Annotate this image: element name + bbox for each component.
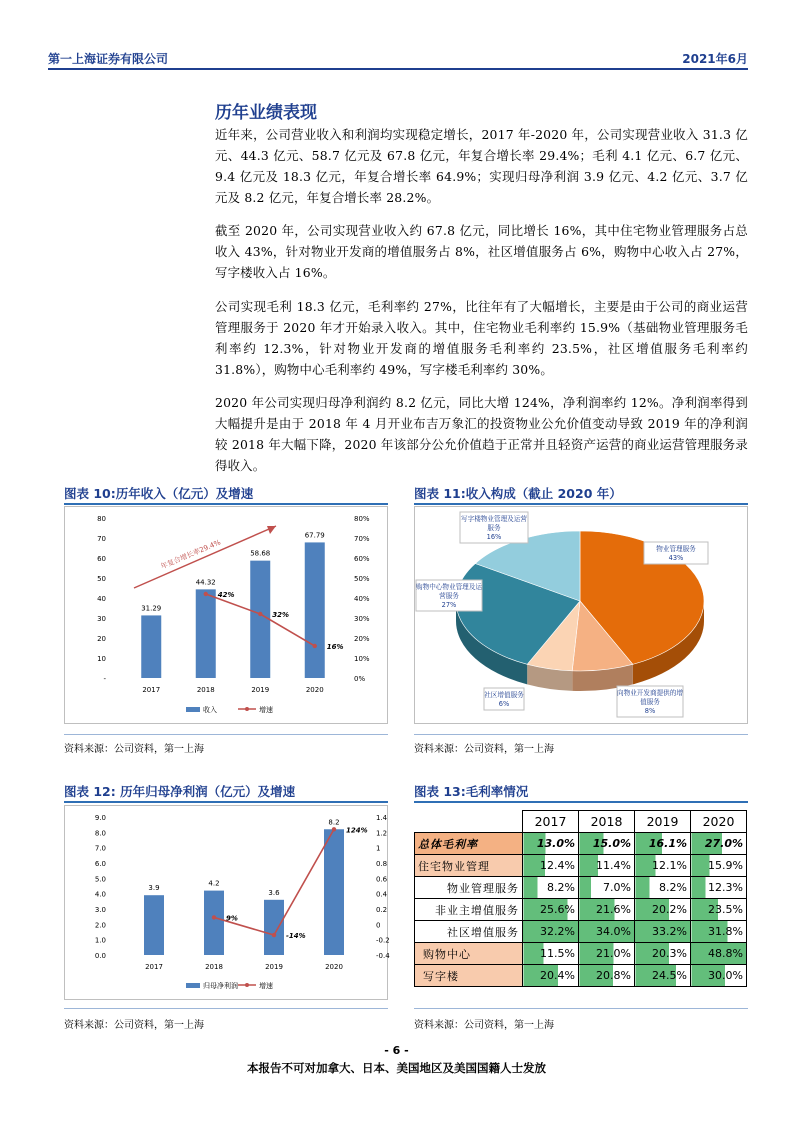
section-title: 历年业绩表现	[215, 103, 317, 123]
profit-bar	[324, 829, 344, 955]
paragraph-2: 截至 2020 年，公司实现营业收入约 67.8 亿元，同比增长 16%，其中住宅物业管理服务占总收入 43%，针对物业开发商的增值服务占 8%，社区增值服务占 6%，购物中心收入占 27%，写字楼收入占 16%。	[215, 223, 748, 280]
table-cell: 20.3%	[635, 943, 691, 965]
table-cell: 15.0%	[579, 833, 635, 855]
table-row-label: 物业管理服务	[415, 877, 523, 899]
fig13-title-underline	[414, 801, 748, 803]
profit-y2-tick: 0	[376, 921, 381, 930]
revenue-bar-label: 67.79	[304, 531, 325, 540]
fig13-title: 图表 13:毛利率情况	[414, 784, 529, 799]
pie-slice-percent: 8%	[644, 707, 656, 715]
fig10-source-line	[64, 734, 388, 735]
revenue-bar	[196, 589, 216, 678]
pie-slice-name: 购物中心物业管理及运	[416, 583, 482, 591]
table-row	[415, 921, 747, 943]
revenue-growth-point	[204, 592, 208, 596]
profit-y2-tick: 0.8	[376, 860, 388, 868]
page-header	[48, 46, 748, 68]
table-cell: 34.0%	[579, 921, 635, 943]
table-row-label: 购物中心	[415, 943, 523, 965]
revenue-y2-tick: 70%	[354, 535, 370, 543]
profit-x-tick: 2017	[145, 963, 163, 971]
table-row	[415, 965, 747, 987]
fig12-source-line	[64, 1008, 388, 1009]
profit-bar-label: 8.2	[328, 818, 340, 827]
table-corner	[415, 811, 523, 833]
revenue-x-tick: 2020	[305, 686, 324, 694]
revenue-y-tick: 40	[97, 595, 106, 603]
profit-bar	[204, 891, 224, 955]
table-cell: 32.2%	[523, 921, 579, 943]
revenue-y-tick: 30	[97, 615, 106, 623]
table-cell: 15.9%	[691, 855, 747, 877]
profit-growth-point	[272, 933, 276, 937]
table-header-row	[415, 811, 747, 833]
revenue-growth-point	[313, 644, 317, 648]
profit-bar-label: 3.6	[268, 888, 280, 897]
paragraph-4: 2020 年公司实现归母净利润约 8.2 亿元，同比大增 124%，净利润率约 12%。净利润率得到大幅提升是由于 2018 年 4 月开业布吉万象汇的投资物业公允价值变动导致 2019 年的净利润较 2018 年大幅下降，2020 年该部分公允价值趋于正常并且轻资产运营的商业运营管理服务录得收入。	[215, 395, 748, 473]
table-col-header: 2018	[579, 811, 635, 833]
pie-slice-percent: 6%	[498, 700, 510, 708]
table-row-label: 非业主增值服务	[415, 899, 523, 921]
profit-y-tick: 4.0	[94, 890, 106, 899]
revenue-growth-label: 16%	[326, 643, 344, 651]
paragraph-3: 公司实现毛利 18.3 亿元，毛利率约 27%，比往年有了大幅增长，主要是由于公司的商业运营管理服务于 2020 年才开始录入收入。其中，住宅物业毛利率约 15.9%（基础物业管理服务毛利率约 12.3%，针对物业开发商的增值服务毛利率约 23.5%，社区增值服务毛利率约 31.8%），购物中心毛利率约 49%，写字楼毛利率约 30%。	[215, 299, 748, 377]
table-cell: 24.5%	[635, 965, 691, 987]
profit-y-tick: 1.0	[94, 936, 106, 945]
revenue-x-tick: 2017	[142, 686, 161, 694]
revenue-y-tick: -	[103, 675, 106, 683]
table-cell: 8.2%	[635, 877, 691, 899]
revenue-cagr-annotation: 年复合增长率29.4%	[159, 538, 222, 571]
profit-legend-marker	[245, 983, 249, 987]
revenue-x-tick: 2018	[196, 686, 215, 694]
table-cell: 11.4%	[579, 855, 635, 877]
revenue-legend-swatch	[186, 707, 200, 712]
fig12-title-underline	[64, 801, 388, 803]
distribution-note: 本报告不可对加拿大、日本、美国地区及美国国籍人士发放	[247, 1061, 546, 1075]
revenue-y2-tick: 40%	[354, 595, 370, 603]
table-cell: 21.6%	[579, 899, 635, 921]
gross-margin-table	[414, 810, 747, 987]
revenue-bar-label: 31.29	[141, 604, 162, 613]
pie-slice-name: 值服务	[640, 698, 660, 706]
revenue-bar	[305, 542, 325, 678]
revenue-y2-tick: 0%	[354, 675, 366, 683]
pie-slice-name: 写字楼物业管理及运营	[461, 515, 527, 523]
profit-y2-tick: 1.4	[376, 814, 388, 822]
pie-slice-name: 营服务	[439, 592, 459, 600]
table-row-label: 写字楼	[415, 965, 523, 987]
table-col-header: 2019	[635, 811, 691, 833]
profit-y-tick: 6.0	[94, 860, 106, 868]
pie-slice-percent: 16%	[486, 533, 502, 541]
header-divider	[48, 68, 748, 70]
table-cell: 48.8%	[691, 943, 747, 965]
table-cell: 12.3%	[691, 877, 747, 899]
profit-bar	[264, 900, 284, 955]
table-cell: 20.8%	[579, 965, 635, 987]
report-date: 2021年6月	[682, 52, 748, 66]
profit-y-tick: 0.0	[94, 952, 106, 960]
profit-y-tick: 3.0	[94, 906, 106, 914]
pie-slice-name: 社区增值服务	[484, 691, 524, 699]
company-name: 第一上海证券有限公司	[48, 52, 169, 66]
revenue-y-tick: 20	[97, 635, 106, 643]
revenue-chart	[64, 506, 388, 724]
pie-slice-percent: 27%	[441, 601, 457, 609]
profit-y-tick: 8.0	[94, 829, 106, 838]
fig11-title-underline	[414, 503, 748, 505]
fig12-source: 资料来源：公司资料，第一上海	[64, 1020, 204, 1031]
table-row-label: 总体毛利率	[415, 833, 523, 855]
profit-y-tick: 5.0	[94, 875, 106, 884]
revenue-y-tick: 60	[97, 555, 106, 563]
profit-legend-label: 增速	[259, 982, 273, 990]
profit-growth-label: -14%	[286, 932, 306, 941]
table-row-label: 社区增值服务	[415, 921, 523, 943]
profit-growth-label: 124%	[346, 826, 368, 835]
table-cell: 20.4%	[523, 965, 579, 987]
table-row	[415, 899, 747, 921]
revenue-y2-tick: 60%	[354, 555, 370, 563]
profit-growth-point	[332, 827, 336, 831]
revenue-x-tick: 2019	[251, 686, 270, 694]
composition-pie-chart	[414, 506, 748, 724]
table-cell: 25.6%	[523, 899, 579, 921]
fig13-source-line	[414, 1008, 748, 1009]
profit-y2-tick: 0.6	[376, 875, 388, 884]
profit-y-tick: 2.0	[94, 921, 106, 930]
table-row	[415, 877, 747, 899]
profit-x-tick: 2019	[265, 963, 283, 971]
profit-growth-point	[212, 915, 216, 919]
fig12-title: 图表 12: 历年归母净利润（亿元）及增速	[64, 784, 296, 799]
revenue-frame	[65, 507, 388, 724]
profit-y2-tick: 0.4	[376, 890, 388, 899]
pie-slice-name: 服务	[487, 524, 501, 532]
revenue-y2-tick: 50%	[354, 575, 370, 583]
table-cell: 13.0%	[523, 833, 579, 855]
table-cell: 27.0%	[691, 833, 747, 855]
pie-slice-name: 物业管理服务	[656, 545, 696, 553]
revenue-y2-tick: 10%	[354, 655, 370, 663]
table-cell: 20.2%	[635, 899, 691, 921]
table-col-header: 2017	[523, 811, 579, 833]
revenue-bar	[141, 615, 161, 678]
fig11-title: 图表 11:收入构成（截止 2020 年）	[414, 486, 622, 501]
revenue-growth-label: 42%	[217, 591, 235, 599]
page-number: - 6 -	[384, 1044, 409, 1057]
revenue-y2-tick: 20%	[354, 635, 370, 643]
table-row	[415, 833, 747, 855]
table-cell: 33.2%	[635, 921, 691, 943]
profit-y2-tick: 1	[376, 844, 381, 853]
table-row-label: 住宅物业管理	[415, 855, 523, 877]
revenue-y2-tick: 30%	[354, 615, 370, 623]
table-cell: 21.0%	[579, 943, 635, 965]
revenue-y2-tick: 80%	[354, 515, 370, 523]
profit-y2-tick: 1.2	[376, 829, 388, 838]
profit-x-tick: 2020	[325, 963, 343, 971]
profit-x-tick: 2018	[205, 963, 223, 971]
profit-growth-label: 9%	[226, 914, 238, 923]
revenue-y-tick: 80	[97, 515, 106, 523]
fig10-title-underline	[64, 503, 388, 505]
profit-y-tick: 9.0	[94, 814, 106, 822]
pie-slice-percent: 43%	[668, 554, 684, 562]
revenue-y-tick: 50	[97, 575, 106, 583]
fig11-source-line	[414, 734, 748, 735]
fig10-title: 图表 10:历年收入（亿元）及增速	[64, 486, 254, 501]
table-cell: 12.1%	[635, 855, 691, 877]
net-profit-chart	[64, 805, 414, 1000]
table-cell: 31.8%	[691, 921, 747, 943]
revenue-bar	[250, 561, 270, 678]
table-cell: 8.2%	[523, 877, 579, 899]
profit-y2-tick: -0.4	[376, 952, 390, 960]
profit-bar-label: 4.2	[208, 879, 220, 888]
revenue-bar-label: 58.68	[250, 549, 271, 558]
revenue-bar-label: 44.32	[195, 578, 216, 587]
revenue-y-tick: 70	[97, 535, 106, 543]
table-cell: 16.1%	[635, 833, 691, 855]
paragraph-1: 近年来，公司营业收入和利润均实现稳定增长，2017 年-2020 年，公司实现营业收入 31.3 亿元、44.3 亿元、58.7 亿元及 67.8 亿元，年复合增长率 29.4%；毛利 4.1 亿元、6.7 亿元、9.4 亿元及 18.3 亿元，年复合增长率 64.9%；实现归母净利润 3.9 亿元、4.2 亿元、3.7 亿元及 8.2 亿元，年复合增长率 28.2%。	[215, 127, 748, 205]
pie-slice-name: 向物业开发商提供的增	[617, 689, 683, 697]
profit-legend-swatch	[186, 983, 200, 988]
table-row	[415, 855, 747, 877]
table-cell: 7.0%	[579, 877, 635, 899]
table-col-header: 2020	[691, 811, 747, 833]
table-cell: 12.4%	[523, 855, 579, 877]
profit-y-tick: 7.0	[94, 844, 106, 853]
revenue-y-tick: 10	[97, 655, 106, 663]
table-cell: 11.5%	[523, 943, 579, 965]
profit-bar	[144, 895, 164, 955]
revenue-growth-label: 32%	[272, 611, 290, 619]
revenue-legend-marker	[245, 707, 249, 711]
fig11-source: 资料来源：公司资料，第一上海	[414, 744, 554, 755]
table-row	[415, 943, 747, 965]
table-cell: 30.0%	[691, 965, 747, 987]
revenue-legend-label: 收入	[203, 706, 217, 714]
profit-legend-label: 归母净利润	[203, 982, 238, 990]
revenue-growth-point	[258, 612, 262, 616]
profit-bar-label: 3.9	[148, 884, 160, 893]
fig10-source: 资料来源：公司资料，第一上海	[64, 744, 204, 755]
profit-y2-tick: -0.2	[376, 936, 390, 945]
revenue-legend-label: 增速	[259, 706, 273, 714]
fig13-source: 资料来源：公司资料，第一上海	[414, 1020, 554, 1031]
profit-y2-tick: 0.2	[376, 906, 388, 914]
table-cell: 23.5%	[691, 899, 747, 921]
